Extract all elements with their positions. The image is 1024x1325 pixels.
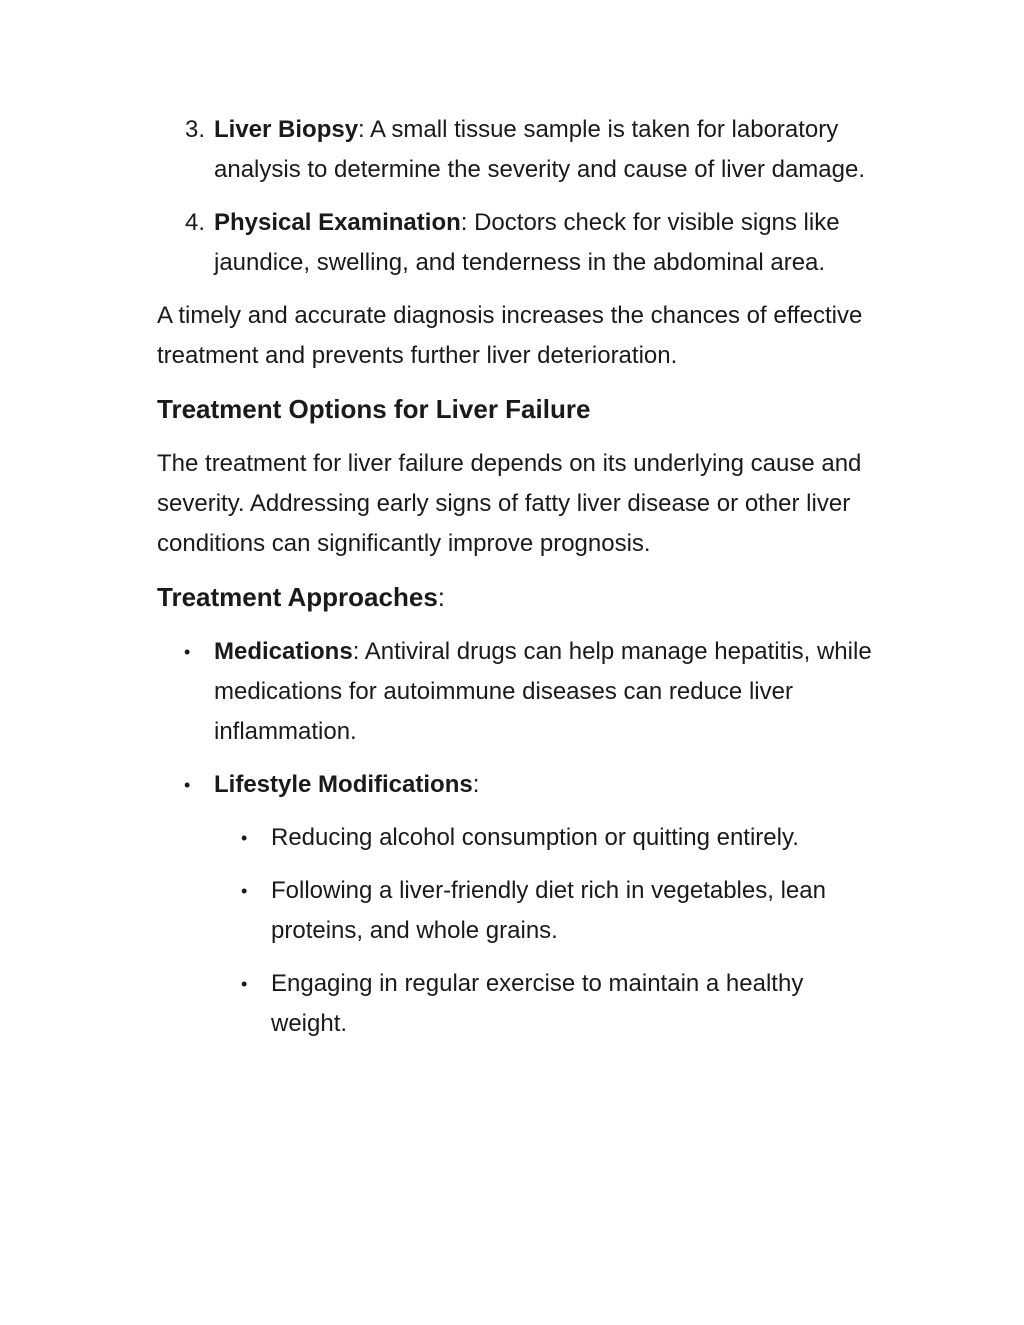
bullet-item-lifestyle <box>157 765 877 805</box>
list-term: Liver Biopsy <box>214 116 359 143</box>
bullet-icon: • <box>241 881 248 901</box>
bullet-term: Medications <box>214 638 353 665</box>
list-term: Physical Examination <box>214 209 461 236</box>
approaches-heading-colon: : <box>437 582 446 612</box>
sub-bullet-diet <box>157 871 877 951</box>
sub-bullet-exercise <box>157 964 877 1044</box>
list-item-physical-examination <box>157 203 877 283</box>
bullet-text: : Antiviral drugs can help manage hepatitis, while medications for autoimmune diseases can reduce liver inflammation. <box>214 638 872 745</box>
bullet-icon: • <box>241 828 248 848</box>
sub-bullet-text: Following a liver-friendly diet rich in vegetables, lean proteins, and whole grains. <box>271 877 826 944</box>
bullet-item-medications <box>157 632 877 752</box>
section-heading: Treatment Options for Liver Failure <box>157 394 591 424</box>
diagnosis-summary: A timely and accurate diagnosis increases the chances of effective treatment and prevents further liver deterioration. <box>157 302 863 369</box>
sub-bullet-text: Engaging in regular exercise to maintain a healthy weight. <box>271 970 804 1037</box>
bullet-term: Lifestyle Modifications <box>214 771 473 798</box>
list-text: : A small tissue sample is taken for laboratory analysis to determine the severity and cause of liver damage. <box>214 116 866 183</box>
sub-bullet-text: Reducing alcohol consumption or quitting entirely. <box>271 824 799 851</box>
list-text: : Doctors check for visible signs like jaundice, swelling, and tenderness in the abdominal area. <box>214 209 840 276</box>
bullet-text: : <box>472 771 480 798</box>
sub-bullet-alcohol <box>157 818 877 858</box>
approaches-heading <box>157 577 877 617</box>
list-number: 3. <box>185 116 206 143</box>
section-intro: The treatment for liver failure depends on its underlying cause and severity. Addressing early signs of fatty liver disease or other liver conditions can significantly improve prognosis. <box>157 450 862 557</box>
list-number: 4. <box>185 209 206 236</box>
list-item-liver-biopsy <box>157 110 877 190</box>
document-page <box>157 110 877 1057</box>
approaches-heading-text: Treatment Approaches <box>157 582 438 612</box>
bullet-icon: • <box>184 642 191 662</box>
bullet-icon: • <box>184 775 191 795</box>
bullet-icon: • <box>241 974 248 994</box>
